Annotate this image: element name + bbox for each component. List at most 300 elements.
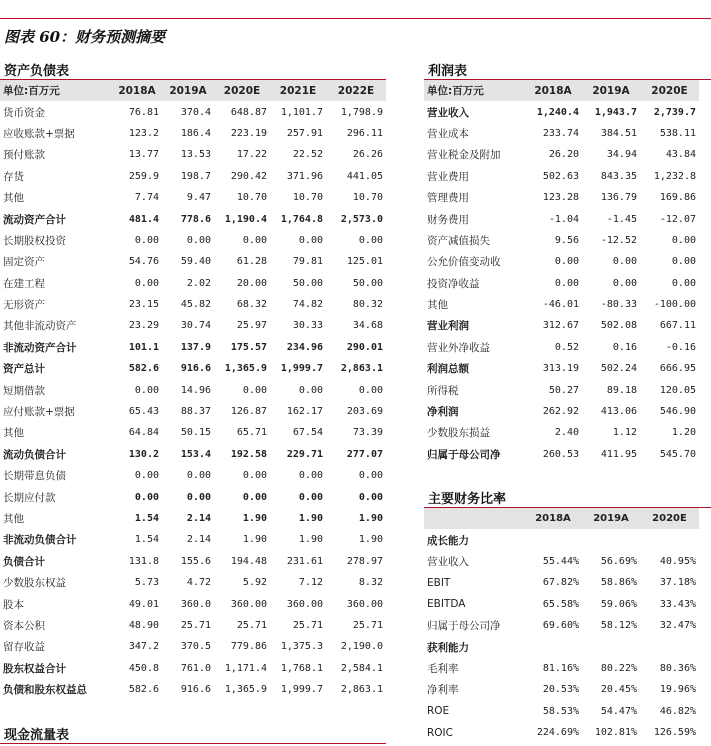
row-value: 1,798.9 xyxy=(340,106,383,118)
row-value: 10.70 xyxy=(236,192,267,204)
row-value: 34.94 xyxy=(606,149,637,161)
row-label: 股东权益合计 xyxy=(3,662,66,675)
row-label: 非流动资产合计 xyxy=(3,341,77,354)
row-value: 0.00 xyxy=(134,234,159,246)
row-value: 546.90 xyxy=(659,406,696,418)
row-label: 获利能力 xyxy=(427,641,469,654)
row-value: 2,573.0 xyxy=(340,213,383,225)
row-value: 8.32 xyxy=(358,577,383,589)
row-label: 净利润 xyxy=(427,406,459,419)
row-value: 347.2 xyxy=(128,641,159,653)
row-value: 1.90 xyxy=(242,513,267,524)
top-rule xyxy=(0,18,711,19)
row-label: EBIT xyxy=(427,576,451,589)
row-value: 582.6 xyxy=(128,363,159,375)
row-value: 538.11 xyxy=(659,127,696,139)
row-label: 归属于母公司净 xyxy=(427,620,501,633)
header-year-cell: 2020E xyxy=(214,80,270,101)
row-value: 89.18 xyxy=(606,384,637,396)
row-value: 0.00 xyxy=(358,234,383,246)
table-row xyxy=(424,529,699,550)
row-value: 45.82 xyxy=(180,299,211,311)
row-value: 224.69% xyxy=(536,727,579,739)
table-row xyxy=(0,658,386,679)
table-row xyxy=(0,551,386,572)
row-value: 126.87 xyxy=(230,406,267,418)
table-row xyxy=(0,187,386,208)
row-value: 1,190.4 xyxy=(224,213,267,225)
row-value: 0.00 xyxy=(298,491,323,503)
row-value: 123.2 xyxy=(128,127,159,139)
table-row xyxy=(0,315,386,336)
table-row xyxy=(0,508,386,529)
row-value: 43.84 xyxy=(665,149,696,161)
row-label: 管理费用 xyxy=(427,192,469,205)
row-value: 0.00 xyxy=(554,256,579,268)
row-value: 1,375.3 xyxy=(280,641,323,653)
row-value: 0.00 xyxy=(242,384,267,396)
row-value: 371.96 xyxy=(286,170,323,182)
table-row xyxy=(0,123,386,144)
table-row xyxy=(424,401,699,422)
header-year-cell: 2020E xyxy=(640,80,699,101)
row-value: 259.9 xyxy=(128,170,159,182)
row-value: 33.43% xyxy=(659,598,696,610)
row-label: 短期借款 xyxy=(3,384,45,397)
row-label: 负债合计 xyxy=(3,555,45,568)
row-value: 0.00 xyxy=(671,277,696,289)
table-row xyxy=(0,444,386,465)
row-value: 65.43 xyxy=(128,406,159,418)
row-value: -0.16 xyxy=(665,341,696,353)
row-value: 2.02 xyxy=(186,277,211,289)
row-value: 23.29 xyxy=(128,320,159,332)
row-value: 2,863.1 xyxy=(340,363,383,375)
row-value: 25.71 xyxy=(292,619,323,631)
table-row xyxy=(424,230,699,251)
row-value: 22.52 xyxy=(292,149,323,161)
row-value: 262.92 xyxy=(542,406,579,418)
table-header-row xyxy=(424,508,699,529)
table-row xyxy=(424,722,699,743)
row-value: 413.06 xyxy=(600,406,637,418)
row-value: 2,863.1 xyxy=(340,684,383,696)
row-value: -1.04 xyxy=(548,213,579,225)
table-row xyxy=(424,273,699,294)
row-value: 0.00 xyxy=(298,234,323,246)
row-value: 54.76 xyxy=(128,256,159,268)
row-value: 26.26 xyxy=(352,149,383,161)
row-label: 应付账款+票据 xyxy=(3,406,75,419)
row-value: 0.00 xyxy=(554,277,579,289)
row-value: -100.00 xyxy=(653,299,696,311)
row-value: 0.00 xyxy=(671,234,696,246)
row-value: 290.42 xyxy=(230,170,267,182)
row-value: 2.40 xyxy=(554,427,579,439)
table-header-row xyxy=(424,80,699,101)
table-row xyxy=(424,208,699,229)
table-row xyxy=(424,701,699,722)
row-value: 40.95% xyxy=(659,555,696,567)
row-label: 利润总额 xyxy=(427,363,469,376)
row-value: 25.97 xyxy=(236,320,267,332)
row-label: 营业收入 xyxy=(427,106,469,119)
table-row xyxy=(0,273,386,294)
header-year-cell: 2018A xyxy=(524,508,582,529)
row-value: 136.79 xyxy=(600,192,637,204)
row-value: 101.1 xyxy=(128,341,159,353)
row-value: 14.96 xyxy=(180,384,211,396)
row-value xyxy=(524,636,582,657)
row-value: 1,365.9 xyxy=(224,684,267,696)
row-label: 流动负债合计 xyxy=(3,448,66,461)
row-value: 0.00 xyxy=(298,384,323,396)
row-value: 0.00 xyxy=(186,470,211,482)
row-label: 资本公积 xyxy=(3,619,45,632)
row-value: 80.22% xyxy=(600,662,637,674)
row-value: 1,232.8 xyxy=(653,170,696,182)
row-value: 667.11 xyxy=(659,320,696,332)
row-value: 120.05 xyxy=(659,384,696,396)
row-label: 存货 xyxy=(3,170,24,183)
row-value: 192.58 xyxy=(230,448,267,460)
row-value: 277.07 xyxy=(346,448,383,460)
ratios-table xyxy=(424,508,699,743)
row-value: 0.00 xyxy=(358,470,383,482)
row-label: 非流动负债合计 xyxy=(3,534,77,547)
row-value: 59.40 xyxy=(180,256,211,268)
row-value: 1.90 xyxy=(298,513,323,524)
row-value: 88.37 xyxy=(180,406,211,418)
table-row xyxy=(0,486,386,507)
row-value: 502.63 xyxy=(542,170,579,182)
row-label: 营业费用 xyxy=(427,170,469,183)
row-value: 582.6 xyxy=(128,684,159,696)
row-value: 54.47% xyxy=(600,705,637,717)
row-value: 169.86 xyxy=(659,192,696,204)
row-value: 20.00 xyxy=(236,277,267,289)
header-year-cell: 2018A xyxy=(112,80,162,101)
row-value: 843.35 xyxy=(600,170,637,182)
header-year-cell: 2018A xyxy=(524,80,582,101)
row-value: 0.00 xyxy=(671,256,696,268)
row-value: 64.84 xyxy=(128,427,159,439)
row-value: 5.92 xyxy=(242,577,267,589)
row-value: 916.6 xyxy=(180,363,211,375)
table-row xyxy=(424,101,699,122)
row-value: 7.74 xyxy=(134,192,159,204)
row-value: 0.00 xyxy=(134,470,159,482)
row-label: 投资净收益 xyxy=(427,277,480,290)
row-value: 0.00 xyxy=(134,384,159,396)
header-year-cell: 2019A xyxy=(582,80,640,101)
table-row xyxy=(424,251,699,272)
row-value: 1,999.7 xyxy=(280,363,323,375)
row-value: 49.01 xyxy=(128,598,159,610)
row-value: 229.71 xyxy=(286,448,323,460)
header-year-cell: 2019A xyxy=(582,508,640,529)
row-value: 23.15 xyxy=(128,299,159,311)
row-value: 0.00 xyxy=(242,491,267,503)
row-value: 130.2 xyxy=(128,448,159,460)
table-row xyxy=(0,144,386,165)
row-value: 1,999.7 xyxy=(280,684,323,696)
row-value: 69.60% xyxy=(542,620,579,632)
row-value: 0.00 xyxy=(358,491,383,503)
table-row xyxy=(0,101,386,122)
balance-sheet-title: 资产负债表 xyxy=(4,64,70,79)
header-unit-cell: 单位:百万元 xyxy=(0,80,112,101)
row-label: 其他 xyxy=(3,427,24,440)
row-value: 761.0 xyxy=(180,662,211,674)
row-label: 股本 xyxy=(3,598,24,611)
row-value: 1.90 xyxy=(358,534,383,546)
table-row xyxy=(0,337,386,358)
table-row xyxy=(424,658,699,679)
row-value: 30.33 xyxy=(292,320,323,332)
row-value: 79.81 xyxy=(292,256,323,268)
table-row xyxy=(0,401,386,422)
row-value: 74.82 xyxy=(292,299,323,311)
row-label: 营业外净收益 xyxy=(427,341,490,354)
row-value: 257.91 xyxy=(286,127,323,139)
row-value: 67.82% xyxy=(542,577,579,589)
row-label: 负债和股东权益总 xyxy=(3,684,87,697)
row-value: 50.27 xyxy=(548,384,579,396)
row-label: 所得税 xyxy=(427,384,459,397)
row-value: -12.07 xyxy=(659,213,696,225)
row-label: 货币资金 xyxy=(3,106,45,119)
row-label: 无形资产 xyxy=(3,299,45,312)
table-row xyxy=(424,379,699,400)
row-value: 1,943.7 xyxy=(594,106,637,118)
row-value: 666.95 xyxy=(659,363,696,375)
header-year-cell: 2020E xyxy=(640,508,699,529)
row-label: EBITDA xyxy=(427,598,466,611)
row-value: 10.70 xyxy=(292,192,323,204)
row-label: 其他 xyxy=(427,299,448,312)
row-value: 360.00 xyxy=(346,598,383,610)
row-label: ROIC xyxy=(427,726,453,739)
table-row xyxy=(424,358,699,379)
row-value: 20.53% xyxy=(542,684,579,696)
row-value xyxy=(524,529,582,550)
row-value: 481.4 xyxy=(128,213,159,225)
row-label: 净利率 xyxy=(427,684,459,697)
income-statement-title: 利润表 xyxy=(428,64,468,79)
row-value: 0.00 xyxy=(612,256,637,268)
row-value: 19.96% xyxy=(659,684,696,696)
row-value: 370.4 xyxy=(180,106,211,118)
row-value: 1,101.7 xyxy=(280,106,323,118)
row-value: 32.47% xyxy=(659,620,696,632)
row-label: 成长能力 xyxy=(427,534,469,547)
table-row xyxy=(424,679,699,700)
table-row xyxy=(0,251,386,272)
row-value: 0.52 xyxy=(554,341,579,353)
row-value: 10.70 xyxy=(352,192,383,204)
row-value: 80.36% xyxy=(659,662,696,674)
row-value: 126.59% xyxy=(653,727,696,739)
row-value: 17.22 xyxy=(236,149,267,161)
row-value: 46.82% xyxy=(659,705,696,717)
row-value: 441.05 xyxy=(346,170,383,182)
table-row xyxy=(424,166,699,187)
row-value: 203.69 xyxy=(346,406,383,418)
row-value: 360.00 xyxy=(230,598,267,610)
row-value: 411.95 xyxy=(600,448,637,460)
row-value: 56.69% xyxy=(600,555,637,567)
row-value: -1.45 xyxy=(606,213,637,225)
row-label: ROE xyxy=(427,705,450,718)
cashflow-rule xyxy=(0,743,386,744)
row-value: 260.53 xyxy=(542,448,579,460)
row-label: 长期应付款 xyxy=(3,491,56,504)
table-row xyxy=(424,144,699,165)
ratios-title: 主要财务比率 xyxy=(428,492,507,507)
row-value xyxy=(640,529,699,550)
row-label: 留存收益 xyxy=(3,641,45,654)
row-value: -80.33 xyxy=(600,299,637,311)
table-row xyxy=(424,187,699,208)
row-value: 0.00 xyxy=(242,470,267,482)
row-label: 归属于母公司净 xyxy=(427,448,501,461)
row-label: 公允价值变动收 xyxy=(427,256,501,269)
row-value: 58.86% xyxy=(600,577,637,589)
row-value: 125.01 xyxy=(346,256,383,268)
table-row xyxy=(0,593,386,614)
row-label: 少数股东权益 xyxy=(3,577,66,590)
row-value: -12.52 xyxy=(600,234,637,246)
row-value: 48.90 xyxy=(128,619,159,631)
row-value: 50.15 xyxy=(180,427,211,439)
row-value: 0.00 xyxy=(134,277,159,289)
table-row xyxy=(424,123,699,144)
row-value: -46.01 xyxy=(542,299,579,311)
row-value: 234.96 xyxy=(286,341,323,353)
row-value: 2,190.0 xyxy=(340,641,383,653)
balance-sheet-table xyxy=(0,80,386,700)
row-value: 231.61 xyxy=(286,555,323,567)
row-value: 1.90 xyxy=(298,534,323,546)
table-row xyxy=(424,422,699,443)
row-value: 0.00 xyxy=(298,470,323,482)
row-value: 1,240.4 xyxy=(536,106,579,118)
table-row xyxy=(0,230,386,251)
row-label: 在建工程 xyxy=(3,277,45,290)
row-value: 360.00 xyxy=(286,598,323,610)
row-value: 30.74 xyxy=(180,320,211,332)
row-label: 应收账款+票据 xyxy=(3,127,75,140)
row-value: 50.00 xyxy=(292,277,323,289)
row-value: 65.58% xyxy=(542,598,579,610)
row-value: 0.00 xyxy=(134,491,159,503)
row-value: 34.68 xyxy=(352,320,383,332)
row-value: 384.51 xyxy=(600,127,637,139)
table-row xyxy=(0,166,386,187)
row-value: 916.6 xyxy=(180,684,211,696)
row-label: 固定资产 xyxy=(3,256,45,269)
row-value xyxy=(582,529,640,550)
row-value: 26.20 xyxy=(548,149,579,161)
row-value: 1.90 xyxy=(358,513,383,524)
table-row xyxy=(424,551,699,572)
header-unit-cell xyxy=(424,508,524,529)
row-value: 502.08 xyxy=(600,320,637,332)
row-label: 流动资产合计 xyxy=(3,213,66,226)
row-label: 营业利润 xyxy=(427,320,469,333)
header-year-cell: 2019A xyxy=(162,80,214,101)
row-label: 长期股权投资 xyxy=(3,234,66,247)
table-row xyxy=(0,422,386,443)
row-label: 毛利率 xyxy=(427,662,459,675)
row-value: 123.28 xyxy=(542,192,579,204)
table-row xyxy=(424,594,699,615)
row-value: 67.54 xyxy=(292,427,323,439)
row-value: 313.19 xyxy=(542,363,579,375)
cashflow-title: 现金流量表 xyxy=(4,728,70,743)
row-value: 502.24 xyxy=(600,363,637,375)
row-label: 长期带息负债 xyxy=(3,470,66,483)
row-value: 1.90 xyxy=(242,534,267,546)
row-value: 9.47 xyxy=(186,192,211,204)
table-row xyxy=(424,315,699,336)
row-value: 290.01 xyxy=(346,341,383,353)
row-value: 162.17 xyxy=(286,406,323,418)
row-value: 450.8 xyxy=(128,662,159,674)
table-header-row xyxy=(0,80,386,101)
row-label: 营业成本 xyxy=(427,127,469,140)
table-row xyxy=(0,615,386,636)
table-row xyxy=(0,572,386,593)
table-row xyxy=(424,337,699,358)
row-value: 545.70 xyxy=(659,448,696,460)
row-value: 186.4 xyxy=(180,127,211,139)
row-value: 25.71 xyxy=(236,619,267,631)
income-statement-table xyxy=(424,80,699,465)
row-label: 其他 xyxy=(3,192,24,205)
table-row xyxy=(424,636,699,657)
row-value: 1,171.4 xyxy=(224,662,267,674)
row-value: 0.16 xyxy=(612,341,637,353)
header-unit-cell: 单位:百万元 xyxy=(424,80,524,101)
row-value: 61.28 xyxy=(236,256,267,268)
row-value: 2,739.7 xyxy=(653,106,696,118)
row-value: 131.8 xyxy=(128,555,159,567)
row-value: 37.18% xyxy=(659,577,696,589)
row-value: 778.6 xyxy=(180,213,211,225)
row-value: 0.00 xyxy=(186,491,211,503)
table-row xyxy=(0,208,386,229)
row-label: 资产总计 xyxy=(3,363,45,376)
row-value: 153.4 xyxy=(180,448,211,460)
row-value: 50.00 xyxy=(352,277,383,289)
table-row xyxy=(0,465,386,486)
row-value: 0.00 xyxy=(242,234,267,246)
row-value: 1.54 xyxy=(134,513,159,524)
row-value: 278.97 xyxy=(346,555,383,567)
row-value: 223.19 xyxy=(230,127,267,139)
row-value: 2.14 xyxy=(186,513,211,524)
table-row xyxy=(424,572,699,593)
table-row xyxy=(0,679,386,700)
row-value: 13.77 xyxy=(128,149,159,161)
row-value: 25.71 xyxy=(352,619,383,631)
table-row xyxy=(424,615,699,636)
row-value: 65.71 xyxy=(236,427,267,439)
row-value: 13.53 xyxy=(180,149,211,161)
row-value: 68.32 xyxy=(236,299,267,311)
